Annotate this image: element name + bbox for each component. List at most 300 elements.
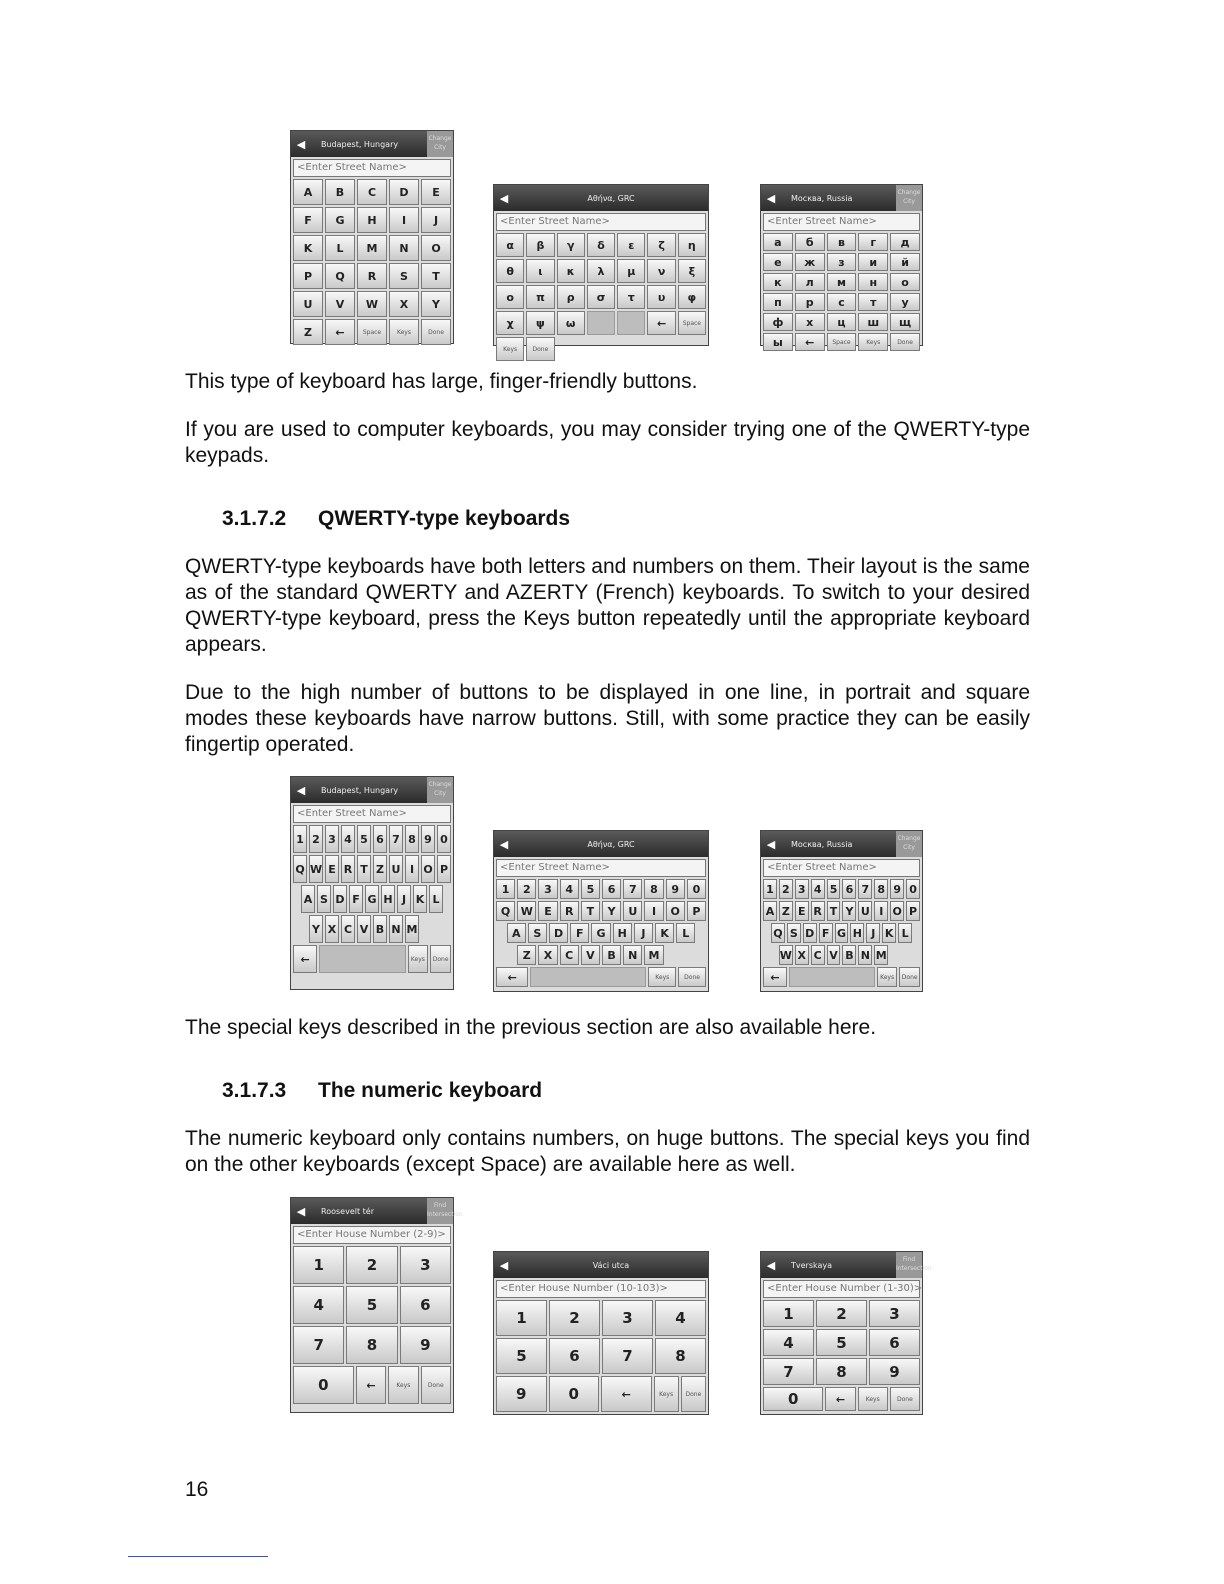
key: й — [890, 253, 920, 271]
title-bar — [291, 131, 453, 157]
qwerty-keys — [291, 825, 453, 975]
key: B — [602, 945, 621, 965]
paragraph: This type of keyboard has large, finger-friendly buttons. — [185, 370, 698, 393]
key: 2 — [549, 1300, 600, 1336]
key: 6 — [549, 1338, 600, 1374]
section-number: 3.1.7.3 — [222, 1079, 287, 1102]
key: ρ — [557, 285, 585, 309]
key: 8 — [816, 1358, 867, 1385]
key: и — [858, 253, 888, 271]
key: 9 — [890, 879, 904, 899]
key: 1 — [496, 1300, 547, 1336]
key: ν — [647, 259, 675, 283]
key: ц — [827, 313, 857, 331]
key: A — [293, 179, 323, 205]
key: I — [874, 901, 888, 921]
key: S — [787, 923, 801, 943]
key: J — [397, 885, 411, 913]
key: η — [678, 233, 706, 257]
key: U — [623, 901, 642, 921]
key: 9 — [421, 825, 435, 853]
key: E — [795, 901, 809, 921]
key: 4 — [655, 1300, 706, 1336]
key: K — [293, 235, 323, 261]
key: J — [634, 923, 653, 943]
paragraph: The numeric keyboard only contains numbers, on huge buttons. The special keys you find on the other keyboards (except Space) are available here as well. — [185, 1127, 1030, 1176]
key: L — [325, 235, 355, 261]
key: X — [389, 291, 419, 317]
backspace-key: ← — [647, 311, 675, 335]
key: 4 — [293, 1286, 344, 1324]
screenshot-qwerty-keyboard-1 — [290, 776, 454, 990]
key: H — [357, 207, 387, 233]
key: Y — [842, 901, 856, 921]
key: U — [389, 855, 403, 883]
key: 2 — [346, 1246, 397, 1284]
key: 4 — [811, 879, 825, 899]
key: п — [763, 293, 793, 311]
back-arrow-icon: ◀ — [499, 837, 509, 851]
key: 7 — [858, 879, 872, 899]
keys-key: Keys — [858, 333, 888, 351]
key: I — [405, 855, 419, 883]
key: K — [413, 885, 427, 913]
change-city-button: Change City — [896, 185, 922, 211]
keyboard-row — [761, 967, 922, 989]
keys-key: Keys — [858, 1387, 888, 1411]
keyboard-row — [291, 945, 453, 975]
key: O — [421, 235, 451, 261]
key: Z — [779, 901, 793, 921]
key: B — [842, 945, 856, 965]
done-key: Done — [430, 945, 451, 973]
section-title: The numeric keyboard — [318, 1079, 543, 1102]
key: а — [763, 233, 793, 251]
key: з — [827, 253, 857, 271]
key: Q — [771, 923, 785, 943]
key: A — [763, 901, 777, 921]
key: х — [795, 313, 825, 331]
key: V — [357, 915, 371, 943]
key: Y — [602, 901, 621, 921]
key: 5 — [816, 1329, 867, 1356]
keys-key: Keys — [654, 1376, 679, 1412]
paragraph: If you are used to computer keyboards, you may consider trying one of the QWERTY-type keypads. — [185, 418, 1030, 467]
street-name-entry: <Enter Street Name> — [763, 213, 920, 231]
key: 4 — [560, 879, 579, 899]
paragraph: The special keys described in the previous section are also available here. — [185, 1016, 877, 1039]
key: R — [341, 855, 355, 883]
footer-rule — [128, 1556, 268, 1557]
key: 5 — [581, 879, 600, 899]
key: R — [811, 901, 825, 921]
key: X — [795, 945, 809, 965]
key: μ — [617, 259, 645, 283]
key: C — [560, 945, 579, 965]
key: ο — [496, 285, 524, 309]
backspace-key: ← — [356, 1366, 386, 1404]
key: N — [858, 945, 872, 965]
keyboard-row — [761, 945, 922, 967]
key: 6 — [842, 879, 856, 899]
keys-grid — [494, 233, 708, 363]
key: N — [623, 945, 642, 965]
key: 4 — [341, 825, 355, 853]
key: P — [293, 263, 323, 289]
location-title: Budapest, Hungary — [321, 785, 399, 795]
find-intersection-button: Find Intersection — [896, 1252, 922, 1278]
number-keys-grid — [494, 1300, 708, 1376]
key: 3 — [400, 1246, 451, 1284]
number-keys-grid — [761, 1300, 922, 1387]
key: P — [906, 901, 920, 921]
key: к — [763, 273, 793, 291]
key: 0 — [437, 825, 451, 853]
key: 1 — [763, 879, 777, 899]
key: S — [528, 923, 547, 943]
key: F — [570, 923, 589, 943]
keys-key: Keys — [496, 337, 524, 361]
key: 5 — [346, 1286, 397, 1324]
key: 8 — [644, 879, 663, 899]
key: р — [795, 293, 825, 311]
street-name-entry: <Enter Street Name> — [293, 805, 451, 823]
key: F — [293, 207, 323, 233]
bottom-keys-row — [494, 1376, 708, 1414]
key: D — [803, 923, 817, 943]
title-bar — [761, 185, 922, 211]
key: 4 — [763, 1329, 814, 1356]
key: M — [644, 945, 663, 965]
key: 6 — [400, 1286, 451, 1324]
backspace-key: ← — [293, 945, 317, 973]
keyboard-row — [291, 825, 453, 855]
key: L — [429, 885, 443, 913]
key: о — [890, 273, 920, 291]
key: K — [655, 923, 674, 943]
key: 1 — [496, 879, 515, 899]
number-keys-grid — [291, 1246, 453, 1366]
key: D — [549, 923, 568, 943]
screenshot-numeric-keyboard-1 — [290, 1197, 463, 1413]
paragraph: QWERTY-type keyboards have both letters and numbers on them. Their layout is the same as of the standard QWERTY and AZERTY (French) keyboards. To switch to your desired QWERTY-type keyboard, press the Keys button repeatedly until the appropriate keyboard appears. — [185, 555, 1030, 656]
key: ж — [795, 253, 825, 271]
key: θ — [496, 259, 524, 283]
section-heading-qwerty — [222, 507, 570, 531]
screenshot-alpha-keyboard-latin — [290, 130, 454, 344]
key: ω — [557, 311, 585, 335]
key: X — [325, 915, 339, 943]
key: 3 — [325, 825, 339, 853]
backspace-key: ← — [795, 333, 825, 351]
house-number-entry: <Enter House Number (2-9)> — [293, 1226, 451, 1244]
done-key: Done — [681, 1376, 706, 1412]
find-intersection-button: Find Intersection — [427, 1198, 453, 1224]
key: 3 — [795, 879, 809, 899]
screenshot-alpha-keyboard-cyrillic — [760, 184, 923, 349]
key: F — [349, 885, 363, 913]
backspace-key: ← — [601, 1376, 652, 1412]
key: N — [389, 235, 419, 261]
key: G — [365, 885, 379, 913]
screenshot-alpha-keyboard-greek — [493, 184, 709, 353]
back-arrow-icon: ◀ — [499, 1258, 509, 1272]
backspace-key: ← — [496, 967, 528, 987]
key: H — [850, 923, 864, 943]
key: 1 — [763, 1300, 814, 1327]
key: л — [795, 273, 825, 291]
keyboard-row — [761, 879, 922, 901]
key: D — [333, 885, 347, 913]
location-title: Roosevelt tér — [321, 1206, 374, 1216]
key: 1 — [293, 825, 307, 853]
key: V — [325, 291, 355, 317]
key: R — [357, 263, 387, 289]
title-bar — [494, 185, 708, 211]
key: W — [779, 945, 793, 965]
qwerty-keys — [761, 879, 922, 989]
screenshot-qwerty-keyboard-2 — [493, 830, 709, 992]
key: C — [357, 179, 387, 205]
key: T — [421, 263, 451, 289]
key: K — [882, 923, 896, 943]
keyboard-row — [291, 855, 453, 885]
key: H — [381, 885, 395, 913]
key: E — [421, 179, 451, 205]
key: 3 — [538, 879, 557, 899]
location-title: Москва, Russia — [791, 839, 853, 849]
key: ы — [763, 333, 793, 351]
street-name-entry: <Enter Street Name> — [496, 213, 706, 231]
key: 9 — [400, 1326, 451, 1364]
keys-key: Keys — [389, 319, 419, 345]
key: ξ — [678, 259, 706, 283]
key: N — [389, 915, 403, 943]
key: E — [538, 901, 557, 921]
key: у — [890, 293, 920, 311]
key: L — [898, 923, 912, 943]
key: χ — [496, 311, 524, 335]
key: д — [890, 233, 920, 251]
key: ζ — [647, 233, 675, 257]
location-title: Αθήνα, GRC — [587, 839, 635, 849]
keyboard-row — [761, 901, 922, 923]
key: σ — [587, 285, 615, 309]
key: 8 — [405, 825, 419, 853]
done-key: Done — [526, 337, 554, 361]
location-title: Tverskaya — [791, 1260, 833, 1270]
keyboard-row — [494, 901, 708, 923]
title-bar — [761, 1252, 932, 1278]
title-bar — [291, 1198, 463, 1224]
key: ψ — [526, 311, 554, 335]
key: 7 — [763, 1358, 814, 1385]
blank-key — [617, 311, 645, 335]
key: T — [357, 855, 371, 883]
key: δ — [587, 233, 615, 257]
screenshot-numeric-keyboard-2 — [493, 1251, 709, 1415]
key: Y — [421, 291, 451, 317]
key: 5 — [357, 825, 371, 853]
key: 7 — [623, 879, 642, 899]
key: B — [325, 179, 355, 205]
key: U — [293, 291, 323, 317]
key: Z — [517, 945, 536, 965]
street-name-entry: <Enter Street Name> — [763, 859, 920, 877]
key: M — [874, 945, 888, 965]
key: W — [309, 855, 323, 883]
key: 7 — [293, 1326, 344, 1364]
location-title: Αθήνα, GRC — [587, 193, 635, 203]
key: A — [507, 923, 526, 943]
key: 3 — [869, 1300, 920, 1327]
back-arrow-icon: ◀ — [296, 1204, 306, 1218]
key: β — [526, 233, 554, 257]
location-title: Váci utca — [592, 1260, 630, 1270]
keyboard-row — [494, 923, 708, 945]
key: 2 — [309, 825, 323, 853]
title-bar — [494, 1252, 708, 1278]
keys-key: Keys — [877, 967, 898, 987]
key: 7 — [602, 1338, 653, 1374]
key: ι — [526, 259, 554, 283]
key: I — [644, 901, 663, 921]
title-bar — [291, 777, 453, 803]
done-key: Done — [421, 319, 451, 345]
key: 9 — [869, 1358, 920, 1385]
key: T — [581, 901, 600, 921]
keys-key: Keys — [388, 1366, 418, 1404]
key: б — [795, 233, 825, 251]
key: в — [827, 233, 857, 251]
key: G — [325, 207, 355, 233]
space-bar — [530, 967, 646, 987]
back-arrow-icon: ◀ — [766, 1258, 776, 1272]
key: ε — [617, 233, 645, 257]
key: υ — [647, 285, 675, 309]
space-bar — [319, 945, 405, 973]
key: O — [890, 901, 904, 921]
key: S — [317, 885, 331, 913]
title-bar — [761, 831, 922, 857]
keyboard-row — [494, 879, 708, 901]
key: W — [517, 901, 536, 921]
key: P — [687, 901, 706, 921]
key: 5 — [827, 879, 841, 899]
keys-key: Keys — [408, 945, 429, 973]
key: 2 — [779, 879, 793, 899]
key: E — [325, 855, 339, 883]
section-number: 3.1.7.2 — [222, 507, 287, 530]
bottom-keys-row — [291, 1366, 453, 1406]
street-name-entry: <Enter Street Name> — [293, 159, 451, 177]
done-key: Done — [421, 1366, 451, 1404]
key: 8 — [346, 1326, 397, 1364]
key: J — [421, 207, 451, 233]
change-city-button: Change City — [427, 131, 453, 157]
key: O — [666, 901, 685, 921]
space-key: Space — [357, 319, 387, 345]
space-key: Space — [678, 311, 706, 335]
key: J — [866, 923, 880, 943]
done-key: Done — [890, 333, 920, 351]
key: н — [858, 273, 888, 291]
key: M — [357, 235, 387, 261]
street-name-entry: <Enter Street Name> — [496, 859, 706, 877]
key: Y — [309, 915, 323, 943]
space-key: Space — [827, 333, 857, 351]
back-arrow-icon: ◀ — [296, 137, 306, 151]
location-title: Москва, Russia — [791, 193, 853, 203]
key: 3 — [602, 1300, 653, 1336]
key: C — [811, 945, 825, 965]
key: κ — [557, 259, 585, 283]
key: λ — [587, 259, 615, 283]
bottom-keys-row — [761, 1387, 922, 1413]
key: φ — [678, 285, 706, 309]
key: α — [496, 233, 524, 257]
back-arrow-icon: ◀ — [766, 191, 776, 205]
keyboard-row — [291, 915, 453, 945]
keyboard-row — [494, 945, 708, 967]
key: U — [858, 901, 872, 921]
key: 1 — [293, 1246, 344, 1284]
keyboard-row — [494, 967, 708, 989]
keyboard-row — [761, 923, 922, 945]
key: 8 — [655, 1338, 706, 1374]
key: 5 — [496, 1338, 547, 1374]
key: г — [858, 233, 888, 251]
key: ш — [858, 313, 888, 331]
backspace-key: ← — [325, 319, 355, 345]
key: 2 — [517, 879, 536, 899]
blank-key — [587, 311, 615, 335]
key: 0 — [549, 1376, 600, 1412]
key: 0 — [293, 1366, 354, 1404]
key: O — [421, 855, 435, 883]
keys-key: Keys — [648, 967, 676, 987]
page-number: 16 — [185, 1478, 209, 1501]
key: F — [819, 923, 833, 943]
back-arrow-icon: ◀ — [766, 837, 776, 851]
key: π — [526, 285, 554, 309]
key: D — [389, 179, 419, 205]
key: M — [405, 915, 419, 943]
back-arrow-icon: ◀ — [296, 783, 306, 797]
keys-grid — [761, 233, 922, 353]
backspace-key: ← — [825, 1387, 855, 1411]
key: е — [763, 253, 793, 271]
key: ф — [763, 313, 793, 331]
key: Q — [496, 901, 515, 921]
key: 9 — [666, 879, 685, 899]
section-heading-numeric — [222, 1079, 542, 1103]
key: 7 — [389, 825, 403, 853]
key: γ — [557, 233, 585, 257]
key: Z — [293, 319, 323, 345]
key: 0 — [687, 879, 706, 899]
key: I — [389, 207, 419, 233]
key: щ — [890, 313, 920, 331]
key: S — [389, 263, 419, 289]
key: P — [437, 855, 451, 883]
key: C — [341, 915, 355, 943]
key: 6 — [602, 879, 621, 899]
house-number-entry: <Enter House Number (10-103)> — [496, 1280, 706, 1298]
key: 6 — [869, 1329, 920, 1356]
done-key: Done — [899, 967, 920, 987]
key: 9 — [496, 1376, 547, 1412]
